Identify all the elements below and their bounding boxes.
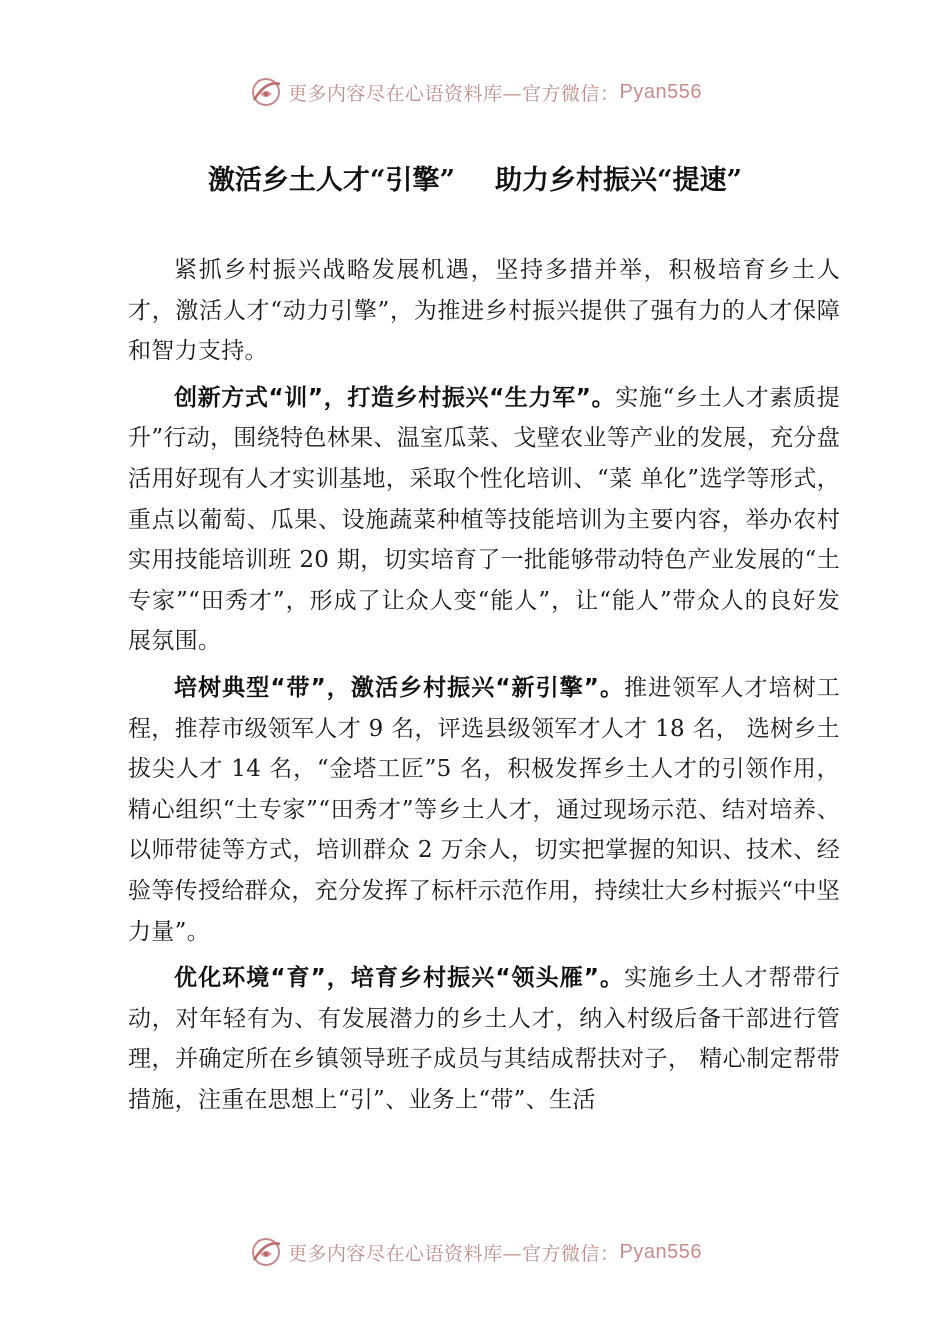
paragraph-text: 推进领军人才培树工程，推荐市级领军人才 9 名，评选县级领军才人才 18 名， 选树乡土拔尖人才 14 名，“金塔工匠”5 名，积极发挥乡土人才的引领作用，精心组织“土专家”“田秀才”等乡土人才，通过现场示范、结对培养、以师带徒等方式，培训群众 2 万余人，切实把掌握的知识、技术、经验等传授给群众，充分发挥了标杆示范作用，持续壮大乡村振兴“中坚力量”。 [128, 674, 840, 945]
document-body [128, 250, 840, 1126]
logo-icon [248, 1234, 284, 1270]
watermark-wechat-id: Pyan556 [619, 80, 702, 103]
paragraph-lead: 培树典型“带”，激活乡村振兴“新引擎”。 [174, 674, 625, 701]
paragraph-text: 实施乡土人才帮带行动，对年轻有为、有发展潜力的乡土人才，纳入村级后备干部进行管理，并确定所在乡镇领导班子成员与其结成帮扶对子， 精心制定帮带措施，注重在思想上“引”、业务上“带”、生活 [128, 965, 840, 1113]
paragraph-lead: 创新方式“训”，打造乡村振兴“生力军”。 [174, 384, 616, 411]
watermark-text: 更多内容尽在心语资料库—官方微信： [288, 82, 620, 105]
watermark-header [0, 72, 950, 112]
document-title [0, 158, 950, 197]
title-part-2: 助力乡村振兴“提速” [495, 165, 743, 196]
paragraph-models [128, 668, 840, 952]
logo-icon [248, 74, 284, 110]
watermark-wechat-id: Pyan556 [619, 1240, 702, 1263]
title-part-1: 激活乡土人才“引擎” [207, 165, 455, 196]
watermark-text: 更多内容尽在心语资料库—官方微信： [288, 1242, 620, 1265]
paragraph-text: 实施“乡土人才素质提升”行动，围绕特色林果、温室瓜菜、戈壁农业等产业的发展，充分盘活用好现有人才实训基地，采取个性化培训、“菜 单化”选学等形式，重点以葡萄、瓜果、设施蔬菜种植等技能培训为主要内容，举办农村实用技能培训班 20 期，切实培育了一批能够带动特色产业发展的“土专家”“田秀才”，形成了让众人变“能人”，让“能人”带众人的良好发展氛围。 [128, 384, 840, 655]
paragraph-lead: 优化环境“育”，培育乡村振兴“领头雁”。 [174, 965, 625, 992]
watermark-footer [0, 1232, 950, 1272]
paragraph-intro [128, 250, 840, 372]
paragraph-training [128, 378, 840, 662]
paragraph-text: 紧抓乡村振兴战略发展机遇，坚持多措并举，积极培育乡土人才，激活人才“动力引擎”，为推进乡村振兴提供了强有力的人才保障和智力支持。 [128, 257, 840, 365]
paragraph-environment [128, 958, 840, 1120]
